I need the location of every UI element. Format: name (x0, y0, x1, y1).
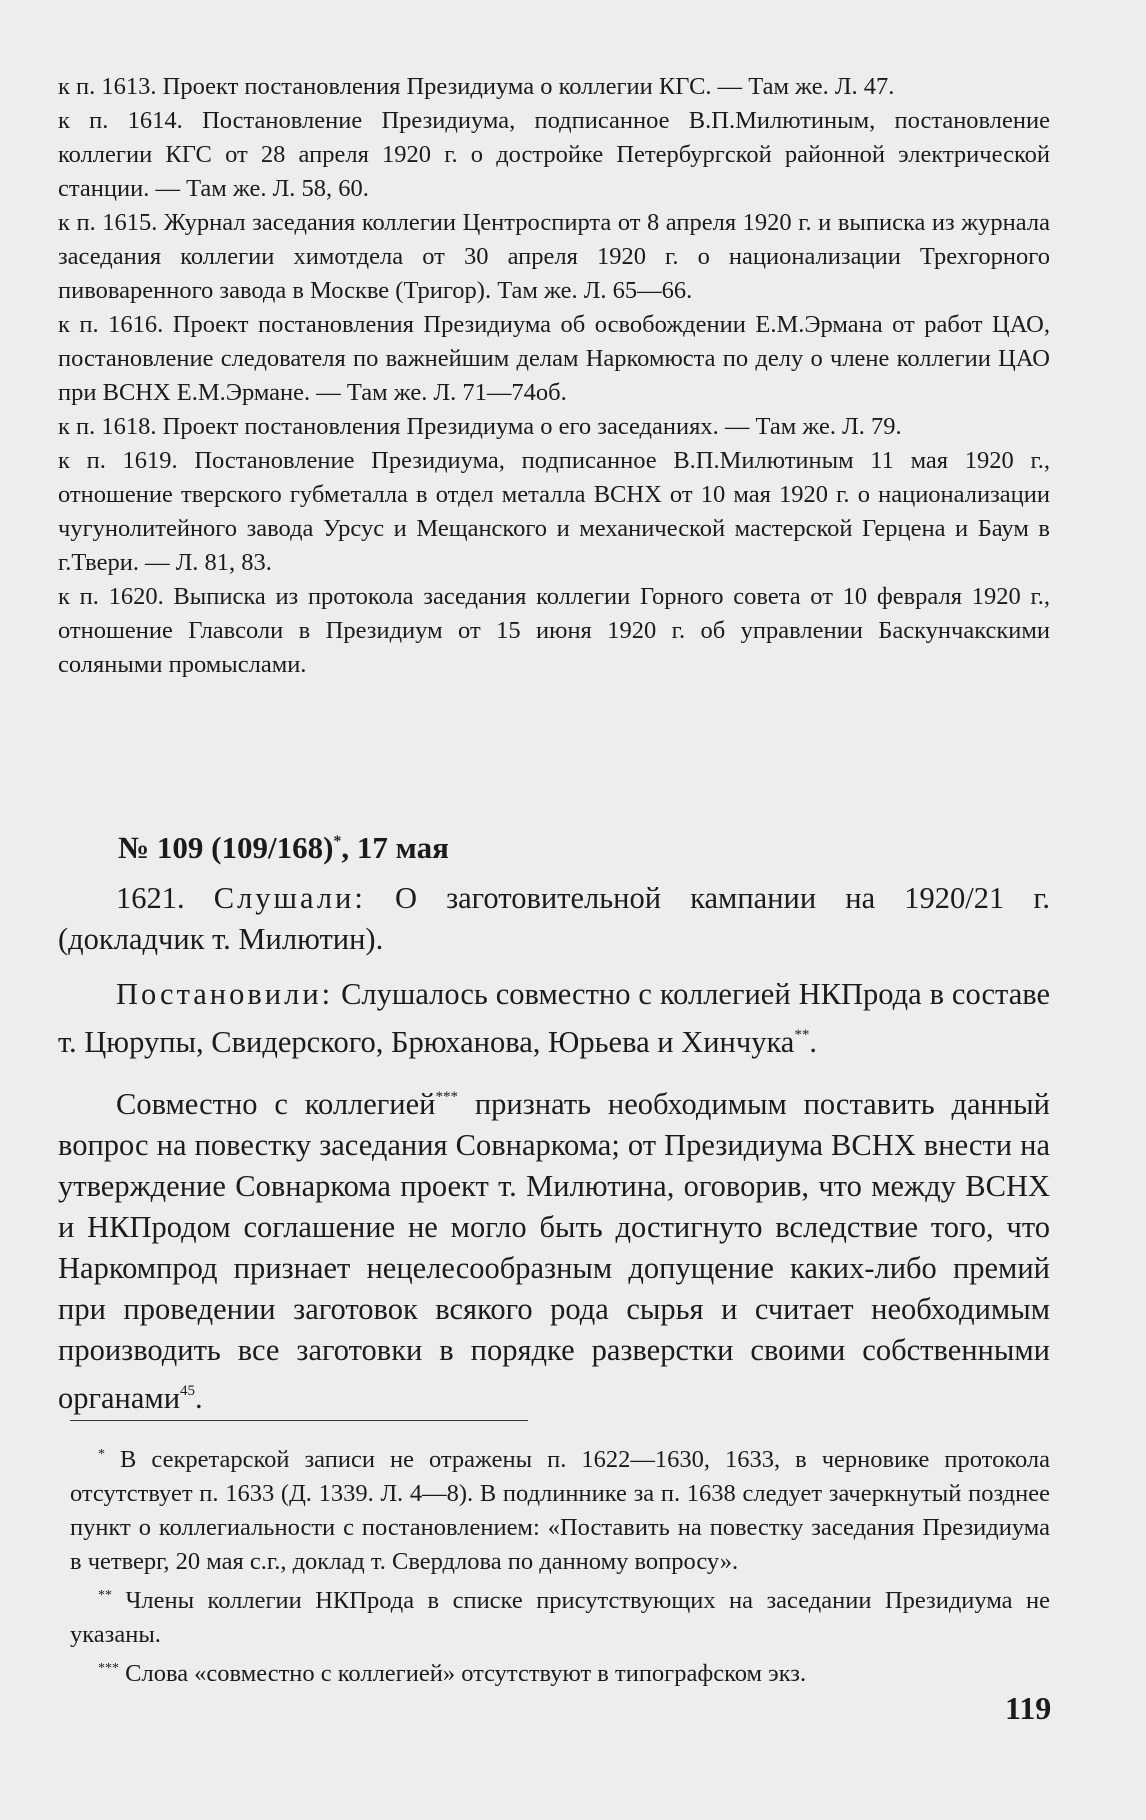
section-heading-mark: * (333, 833, 342, 850)
item-number: 1621. (116, 881, 185, 915)
archive-note: к п. 1615. Журнал заседания коллегии Центроспирта от 8 апреля 1920 г. и выписка из журнала заседания коллегии химотдела от 30 апреля 1920 г. о национализации Трехгорного пивоваренного завода в Москве (Тригор). Там же. Л. 65—66. (58, 209, 1050, 304)
resolved-end: . (809, 1025, 817, 1059)
footnotes (70, 1438, 1050, 1691)
heard-paragraph (58, 878, 1050, 960)
archive-note: к п. 1616. Проект постановления Президиума об освобождении Е.М.Эрмана от работ ЦАО, постановление следователя по важнейшим делам Наркомюста по делу о члене коллегии ЦАО при ВСНХ Е.М.Эрмане. — Там же. Л. 71—74об. (58, 311, 1050, 406)
resolved-text: Слушалось совместно с коллегией НКПрода в составе т. Цюрупы, Свидерского, Брюханова, Юрьева и Хинчука (58, 977, 1050, 1059)
endnote-ref-45: 45 (180, 1383, 196, 1399)
footnote (70, 1652, 1050, 1691)
footnote-mark: ** (98, 1588, 112, 1603)
archive-note: к п. 1619. Постановление Президиума, подписанное В.П.Милютиным 11 мая 1920 г., отношение тверского губметалла в отдел металла ВСНХ от 10 мая 1920 г. о национализации чугунолитейного завода Урсус и Мещанского и механической мастерской Герцена и Баум в г.Твери. — Л. 81, 83. (58, 447, 1050, 576)
section-heading (118, 822, 818, 868)
footnote (70, 1438, 1050, 1579)
decision-paragraph (58, 1077, 1050, 1419)
footnote-mark: *** (98, 1661, 119, 1676)
section-heading-number: № 109 (109/168) (118, 830, 334, 865)
archive-note: к п. 1618. Проект постановления Президиума о его заседаниях. — Там же. Л. 79. (58, 413, 902, 440)
decision-text: признать необходимым поставить данный вопрос на повестку заседания Совнаркома; от Президиума ВСНХ внести на утверждение Совнаркома проект т. Милютина, оговорив, что между ВСНХ и НКПродом соглашение не могло быть достигнуто вследствие того, что Наркомпрод признает нецелесообразным допущение каких-либо премий при проведении заготовок всякого рода сырья и считает необходимым производить все заготовки в порядке разверстки своими собственными органами (58, 1087, 1050, 1415)
footnote-text: Члены коллегии НКПрода в списке присутствующих на заседании Президиума не указаны. (70, 1587, 1051, 1648)
decision-end: . (195, 1381, 203, 1415)
section-heading-date: , 17 мая (341, 830, 449, 865)
footnote (70, 1579, 1050, 1652)
footnote-text: В секретарской записи не отражены п. 1622—1630, 1633, в черновике протокола отсутствует п. 1633 (Д. 1339. Л. 4—8). В подлиннике за п. 1638 следует зачеркнутый позднее пункт о коллегиальности с постановлением: «Поставить на повестку заседания Президиума в четверг, 20 мая с.г., доклад т. Свердлова по данному вопросу». (70, 1446, 1051, 1575)
archive-note: к п. 1620. Выписка из протокола заседания коллегии Горного совета от 10 февраля 1920 г., отношение Главсоли в Президиум от 15 июня 1920 г. об управлении Баскунчакскими соляными промыслами. (58, 583, 1050, 678)
footnote-ref-3: *** (435, 1089, 458, 1105)
page-number: 119 (1005, 1690, 1052, 1726)
heard-label: Слушали: (213, 881, 366, 915)
resolved-label: Постановили: (116, 977, 334, 1011)
archive-note: к п. 1613. Проект постановления Президиума о коллегии КГС. — Там же. Л. 47. (58, 73, 895, 100)
decision-start: Совместно с коллегией (116, 1087, 436, 1121)
heard-text: О заготовительной кампании на 1920/21 г. (докладчик т. Милютин). (58, 881, 1051, 956)
archive-notes (58, 70, 1050, 682)
protocol-item (58, 878, 1050, 1433)
resolved-paragraph (58, 974, 1050, 1063)
footnote-ref-2: ** (794, 1027, 810, 1043)
footnote-divider (70, 1420, 528, 1421)
footnote-mark: * (98, 1447, 105, 1462)
archive-note: к п. 1614. Постановление Президиума, подписанное В.П.Милютиным, постановление коллегии КГС от 28 апреля 1920 г. о достройке Петербургской районной электрической станции. — Там же. Л. 58, 60. (58, 107, 1050, 202)
footnote-text: Слова «совместно с коллегией» отсутствуют в типографском экз. (125, 1660, 807, 1687)
